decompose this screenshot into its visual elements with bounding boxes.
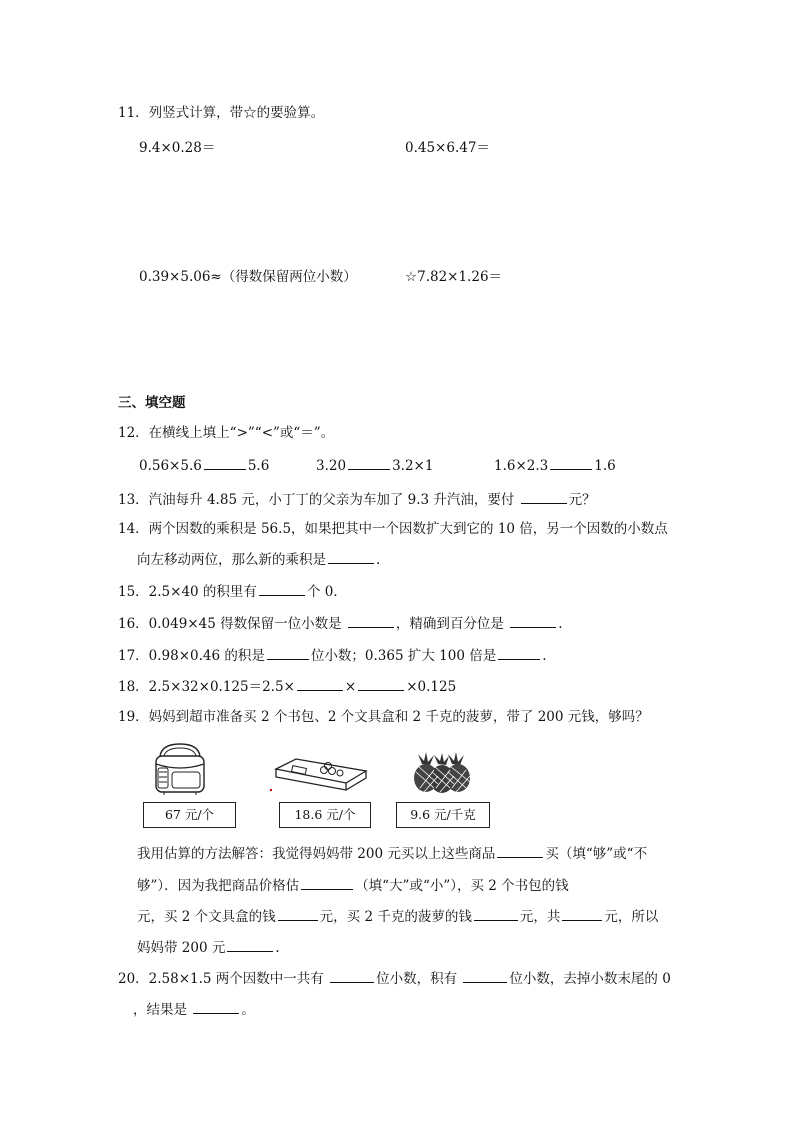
q11-title: 11．列竖式计算，带☆的要验算。 — [118, 105, 325, 121]
q20-blank-3[interactable] — [193, 999, 239, 1014]
q16-text-b: ，精确到百分位是 — [395, 616, 504, 632]
q14-line-1: 14．两个因数的乘积是 56.5，如果把其中一个因数扩大到它的 10 倍，另一个因数的小数点 — [118, 521, 668, 537]
q17-text-c: . — [542, 648, 547, 664]
q15 — [118, 581, 347, 602]
q19-text-l1a: 我用估算的方法解答：我觉得妈妈带 200 元买以上这些商品 — [137, 846, 496, 862]
q19-text-l3a: 元，买 2 个文具盒的钱 — [137, 909, 276, 925]
q19-line-2 — [137, 875, 569, 896]
q17-blank-1[interactable] — [267, 645, 309, 660]
q12-item-2-right: 3.2×1 — [392, 458, 434, 474]
price-box-pencil-box: 18.6 元/个 — [279, 802, 371, 828]
q14-text-b: 向左移动两位，那么新的乘积是 — [137, 552, 326, 568]
q12-item-2-left: 3.20 — [316, 458, 347, 474]
q12-item-3-left: 1.6×2.3 — [494, 458, 549, 474]
q14-line-2 — [137, 549, 380, 570]
q17-text-b: 位小数；0.365 扩大 100 倍是 — [310, 648, 497, 664]
q11-item-3: 0.39×5.06≈（得数保留两位小数） — [139, 269, 357, 285]
q15-blank[interactable] — [259, 581, 305, 596]
q19-text-l3d: 元，所以 — [604, 909, 659, 925]
q11-item-2: 0.45×6.47＝ — [405, 140, 490, 156]
q18-text-b: × — [344, 679, 357, 695]
q12-item-1 — [139, 455, 269, 474]
q19-blank-total[interactable] — [562, 906, 602, 921]
section-heading: 三、填空题 — [118, 395, 186, 411]
q16-blank-1[interactable] — [348, 613, 394, 628]
q19-text-l2b: （填“大”或“小”），买 2 个书包的钱 — [355, 878, 569, 894]
q19-blank-conclusion[interactable] — [227, 937, 273, 952]
q15-text-a: 15．2.5×40 的积里有 — [118, 584, 257, 600]
q19-line-4 — [137, 937, 280, 958]
q11-item-4: ☆7.82×1.26＝ — [405, 269, 503, 285]
q20-text-a: 20．2.58×1.5 两个因数中一共有 — [118, 971, 324, 987]
red-dot — [270, 789, 272, 791]
q12-blank-3[interactable] — [550, 455, 592, 470]
q18-blank-2[interactable] — [358, 676, 404, 691]
backpack-image — [150, 742, 210, 796]
q19-blank-enough[interactable] — [497, 843, 543, 858]
q17-blank-2[interactable] — [498, 645, 540, 660]
q12-item-3-right: 1.6 — [594, 458, 616, 474]
q19-blank-pencil-box[interactable] — [278, 906, 318, 921]
q17-text-a: 17．0.98×0.46 的积是 — [118, 648, 265, 664]
q20-text-b: 位小数，积有 — [376, 971, 458, 987]
q19-text-l3c: 元，共 — [519, 909, 561, 925]
q20-blank-1[interactable] — [330, 968, 374, 983]
q16 — [118, 613, 563, 634]
q16-blank-2[interactable] — [510, 613, 556, 628]
q12-item-1-right: 5.6 — [247, 458, 270, 474]
q20-text-d: ，结果是 — [133, 1002, 187, 1018]
q16-text-c: . — [558, 616, 563, 632]
q16-text-a: 16．0.049×45 得数保留一位小数是 — [118, 616, 342, 632]
q13-blank[interactable] — [521, 489, 567, 504]
q12-item-3 — [494, 455, 616, 474]
q12-title: 12．在横线上填上“>”“<”或“＝”。 — [118, 425, 335, 441]
q13-text-b: 元？ — [568, 492, 596, 508]
q12-item-2 — [316, 455, 433, 474]
q19-title: 19．妈妈到超市准备买 2 个书包、2 个文具盒和 2 千克的菠萝，带了 200 元钱，够吗？ — [118, 709, 649, 725]
q20-text-e: 。 — [241, 1002, 255, 1018]
q11-item-1: 9.4×0.28＝ — [139, 140, 216, 156]
q19-text-l3b: 元，买 2 千克的菠萝的钱 — [319, 909, 472, 925]
q19-blank-pineapple[interactable] — [474, 906, 518, 921]
price-box-backpack: 67 元/个 — [143, 802, 236, 828]
q18-text-a: 18．2.5×32×0.125＝2.5× — [118, 679, 295, 695]
q20-blank-2[interactable] — [463, 968, 507, 983]
pencil-box-image — [274, 757, 368, 791]
q14-text-c: . — [376, 552, 381, 568]
q12-item-1-left: 0.56×5.6 — [139, 458, 202, 474]
q19-text-l1b: 买（填“够”或“不 — [545, 846, 648, 862]
q19-blank-estimate[interactable] — [301, 875, 353, 890]
q18-text-c: ×0.125 — [406, 679, 457, 695]
q13-text-a: 13．汽油每升 4.85 元，小丁丁的父亲为车加了 9.3 升汽油，要付 — [118, 492, 515, 508]
q20-text-c: 位小数，去掉小数末尾的 0 — [509, 971, 671, 987]
q18-blank-1[interactable] — [297, 676, 343, 691]
q19-text-l4b: . — [275, 940, 280, 956]
pineapple-image — [412, 752, 476, 794]
q19-text-l4a: 妈妈带 200 元 — [137, 940, 226, 956]
q15-text-b: 个 0． — [306, 584, 347, 600]
q12-blank-2[interactable] — [348, 455, 390, 470]
q14-blank[interactable] — [328, 549, 374, 564]
q12-blank-1[interactable] — [204, 455, 246, 470]
q17 — [118, 645, 547, 666]
q19-line-3 — [137, 906, 658, 927]
q20-line-1 — [118, 968, 671, 989]
q19-line-1 — [137, 843, 647, 864]
price-box-pineapple: 9.6 元/千克 — [396, 802, 490, 828]
q19-text-l2a: 够”）．因为我把商品价格估 — [137, 878, 300, 894]
q20-line-2 — [133, 999, 255, 1020]
q13 — [118, 489, 596, 510]
q18 — [118, 676, 456, 697]
